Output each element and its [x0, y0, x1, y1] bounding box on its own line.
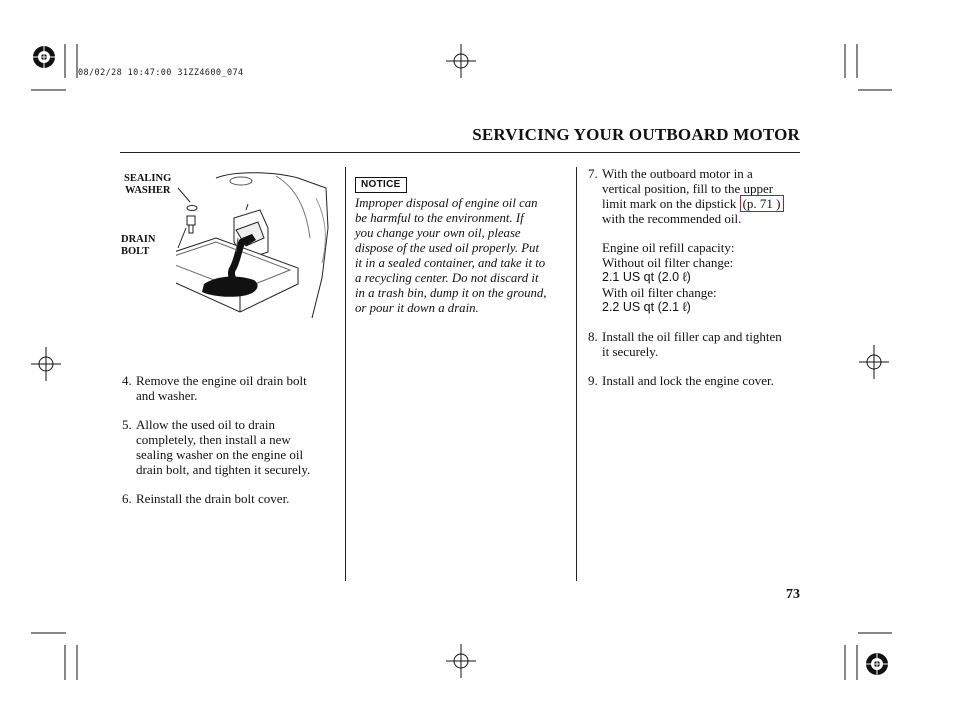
registration-target-top-left [30, 43, 58, 71]
callout-sealing-washer: SEALING WASHER [124, 173, 172, 196]
registration-cross-top [446, 44, 476, 78]
registration-cross-bottom [446, 644, 476, 678]
list-item: 7. With the outboard motor in a vertical position, fill to the upper limit mark on the dipstick (p. 71 ) with the recommended oil. [588, 166, 802, 226]
page-number: 73 [786, 587, 800, 602]
header-rule [120, 152, 800, 153]
registration-target-bottom-right [863, 650, 891, 678]
registration-cross-right [859, 345, 889, 379]
page-reference-link[interactable]: (p. 71 ) [740, 195, 784, 212]
notice-badge: NOTICE [355, 177, 407, 193]
column-divider-left [345, 167, 346, 581]
notice-text: Improper disposal of engine oil can be harmful to the environment. If you change your own oil, please dispose of the used oil properly. Put it in a sealed container, and take it to a recycling center. Do not discard it in a trash bin, dump it on the ground, or pour it down a drain. [355, 196, 547, 315]
crop-mark-top-right [845, 44, 892, 90]
list-item: 6. Reinstall the drain bolt cover. [122, 491, 290, 506]
list-item: 8. Install the oil filler cap and tighten it securely. [588, 329, 782, 359]
column-divider-right [576, 167, 577, 581]
oil-drain-illustration [176, 168, 336, 340]
print-timestamp: 08/02/28 10:47:00 31ZZ4600_074 [78, 68, 244, 78]
oil-capacity-spec: Engine oil refill capacity: Without oil filter change: 2.1 US qt (2.0 ℓ) With oil filter change: 2.2 US qt (2.1 ℓ) [602, 240, 735, 314]
page-title: SERVICING YOUR OUTBOARD MOTOR [472, 125, 800, 144]
list-item: 9. Install and lock the engine cover. [588, 373, 774, 388]
list-item: 5. Allow the used oil to drain completely, then install a new sealing washer on the engine oil drain bolt, and tighten it securely. [122, 417, 311, 477]
callout-drain-bolt: DRAIN BOLT [121, 234, 156, 257]
list-item: 4. Remove the engine oil drain bolt and washer. [122, 373, 307, 403]
registration-cross-left [31, 347, 61, 381]
crop-mark-bottom-left [31, 633, 77, 680]
